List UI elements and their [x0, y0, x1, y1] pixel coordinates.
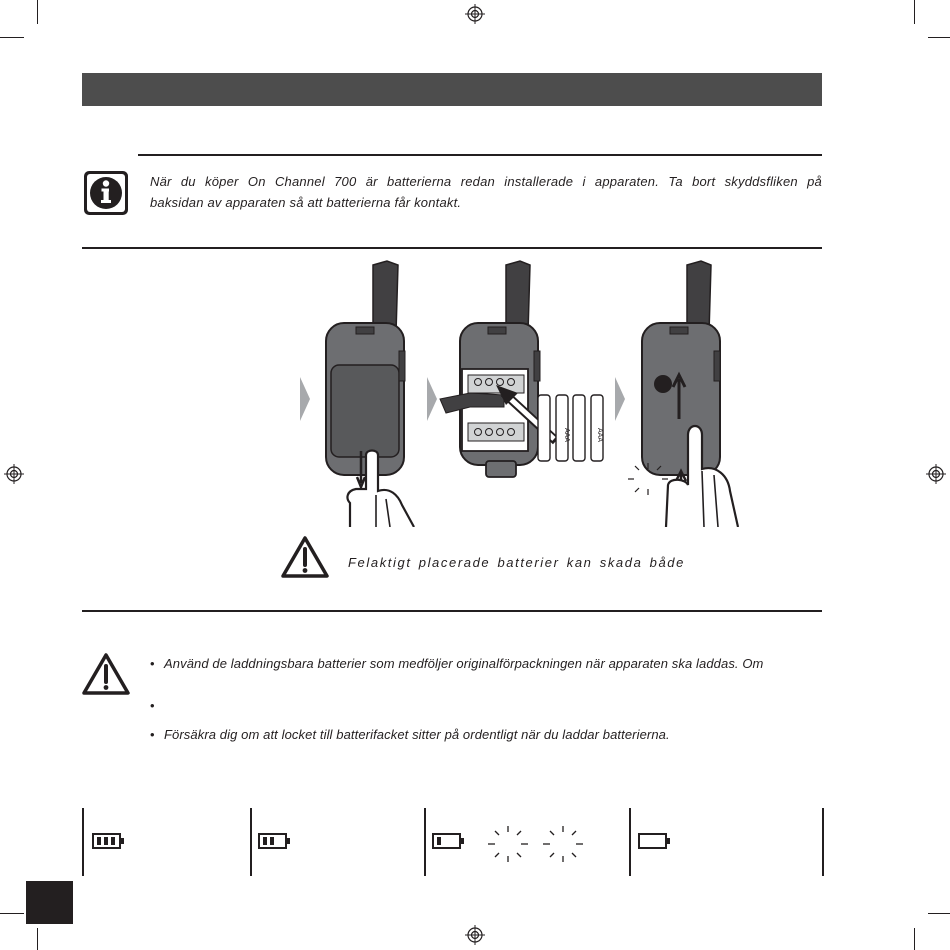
battery-one-third-icon: [432, 832, 466, 850]
blink-indicator-icon: [484, 822, 604, 868]
battery-label: AAA: [563, 427, 570, 443]
crop-mark: [37, 928, 38, 950]
battery-level-cell: [424, 808, 629, 876]
bullet-symbol: •: [150, 698, 155, 713]
bullet-symbol: •: [150, 727, 155, 742]
section-header-bar: [82, 73, 822, 106]
warning-triangle-icon: [281, 535, 329, 579]
registration-mark-icon: [465, 925, 485, 945]
battery-full-icon: [92, 832, 126, 850]
crop-mark: [928, 37, 950, 38]
info-rule: [138, 154, 822, 156]
step-arrow-icon: [300, 377, 310, 421]
walkie-talkie-closing: [628, 261, 738, 527]
bullet-text: Använd de laddningsbara batterier som medföljer originalförpackningen när apparaten ska laddas. Om: [164, 656, 764, 671]
battery-level-cell: [250, 808, 424, 876]
info-icon: [83, 170, 129, 216]
crop-mark: [37, 0, 38, 24]
page-number-tab: [26, 881, 73, 924]
crop-mark: [0, 913, 24, 914]
battery-installation-illustration: [290, 255, 740, 527]
charging-note-bullet: [150, 698, 164, 713]
battery-empty-icon: [638, 832, 672, 850]
registration-mark-icon: [4, 464, 24, 484]
section-rule: [82, 247, 822, 249]
info-note-line: När du köper On Channel 700 är batterierna redan installerade i apparaten. Ta bort skyddsfliken på: [150, 174, 822, 189]
battery-level-cell: [629, 808, 824, 876]
charging-note-bullet: [150, 656, 763, 671]
aaa-batteries: [538, 395, 603, 461]
crop-mark: [914, 928, 915, 950]
registration-mark-icon: [926, 464, 946, 484]
charging-note-bullet: [150, 727, 670, 742]
warning-text: Felaktigt placerade batterier kan skada både: [348, 555, 685, 570]
crop-mark: [928, 913, 950, 914]
bullet-text: Försäkra dig om att locket till batterifacket sitter på ordentligt när du laddar batterierna.: [164, 727, 670, 742]
battery-label: AAA: [596, 427, 603, 443]
walkie-talkie-closed: [326, 261, 414, 527]
step-arrow-icon: [427, 377, 437, 421]
info-note-text: [150, 171, 822, 213]
bullet-symbol: •: [150, 656, 155, 671]
crop-mark: [914, 0, 915, 24]
step-arrow-icon: [615, 377, 625, 421]
warning-triangle-icon: [82, 652, 130, 696]
battery-two-thirds-icon: [258, 832, 292, 850]
crop-mark: [0, 37, 24, 38]
registration-mark-icon: [465, 4, 485, 24]
battery-level-cell: [82, 808, 250, 876]
info-note-line: baksidan av apparaten så att batterierna får kontakt.: [150, 195, 462, 210]
section-rule: [82, 610, 822, 612]
